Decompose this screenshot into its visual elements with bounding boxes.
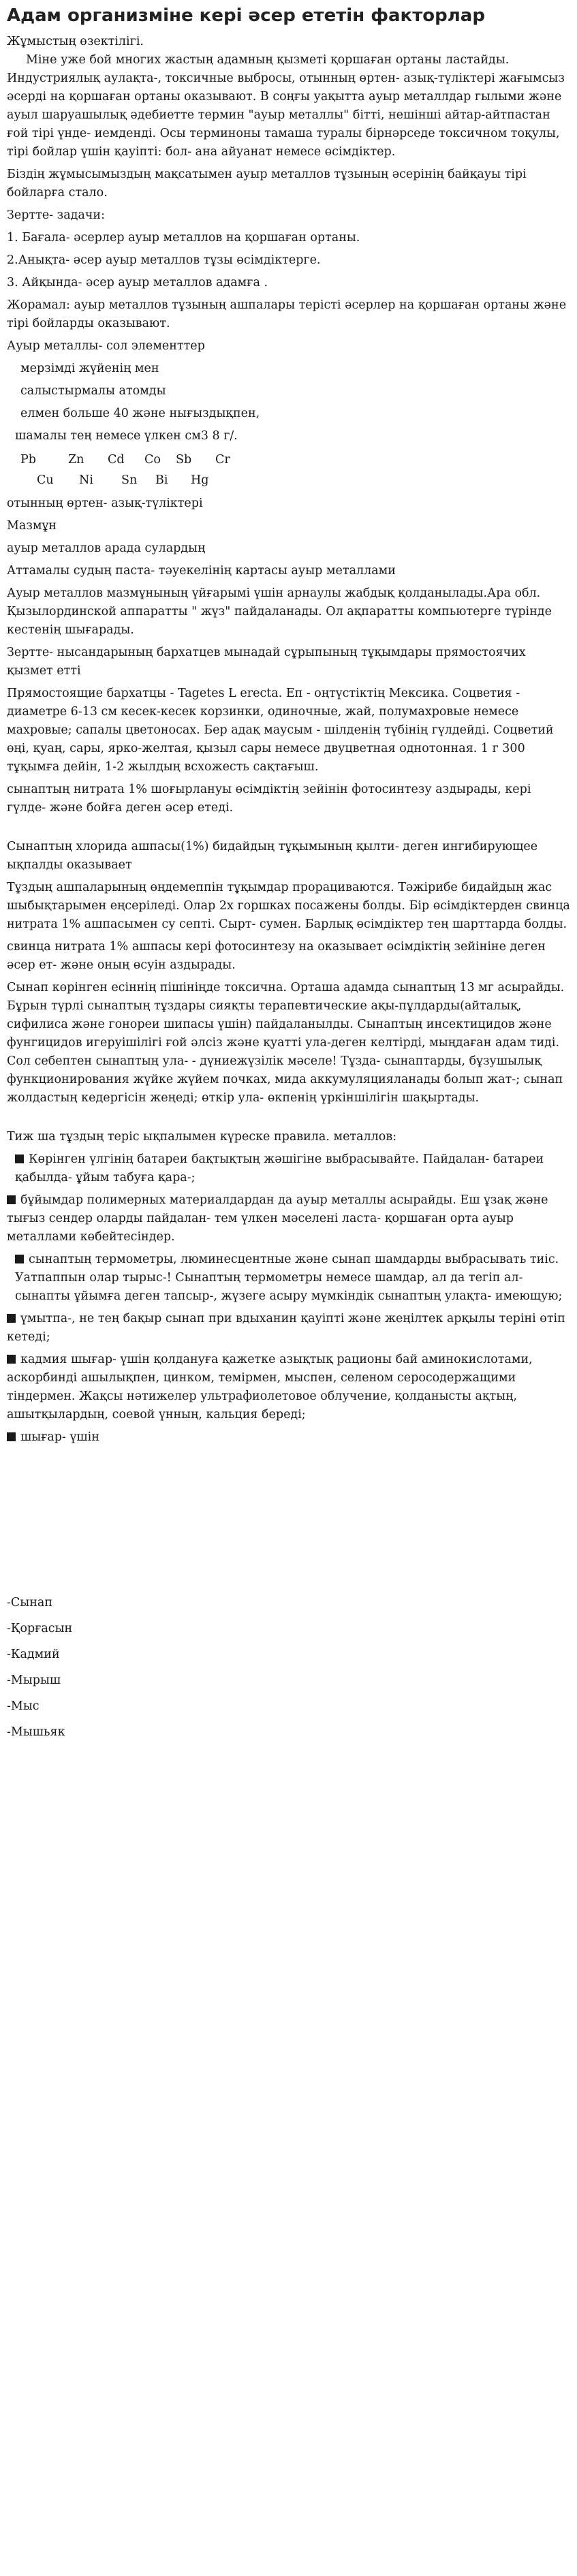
list-item: -Кадмий bbox=[7, 1648, 60, 1661]
definition-line: елмен больше 40 және нығыздықпен, bbox=[20, 407, 260, 420]
element-symbol: Cu bbox=[37, 473, 54, 487]
bullet-item: бұйымдар полимерных материалдардан да ауыр металлы асырайды. Еш ұзақ және тығыз сендер оларды пайдалан- тем үлкен мәселені ласта- қоршаған орта ауыр металлами көбейтесіндер. bbox=[7, 1193, 548, 1244]
element-symbol: Ni bbox=[79, 473, 93, 487]
metals-list bbox=[7, 1590, 570, 1745]
element-symbol: Bi bbox=[155, 473, 168, 487]
square-bullet-icon bbox=[15, 1255, 24, 1263]
definition-line: мерзімді жүйенің мен bbox=[20, 362, 159, 375]
purpose-paragraph: Біздің жұмысымыздың мақсатымен ауыр металлов тұзының әсерінің байқауы тірі бойларға стало. bbox=[7, 168, 527, 200]
square-bullet-icon bbox=[7, 1432, 16, 1441]
element-symbol: Cr bbox=[215, 453, 230, 467]
square-bullet-icon bbox=[7, 1195, 16, 1204]
bullet-item: үмытпа-, не тең бақыр сынап при вдыханин қауіпті және жеңілтек арқылы терінi өтіп кетеді; bbox=[7, 1312, 565, 1344]
experiment-paragraph: Тұздың ашпаларының өңдемеппін тұқымдар прорациваются. Тәжірибе бидайдың жас шыбықтарымен еңсеріледі. Олар 2х горшках посажены болды. Бір өсімдіктерден свинца нитрата 1% ашпасымен су септі. Сырт- сумен. Барлық өсімдіктер тең шарттарда болды. bbox=[7, 881, 570, 931]
research-objects-paragraph: Зертте- нысандарының бархатцев мынадай сұрыпының тұқымдары прямостоячих қызмет етті bbox=[7, 646, 526, 678]
square-bullet-icon bbox=[7, 1314, 16, 1323]
lead-nitrate-paragraph: свинца нитрата 1% ашпасы кері фотосинтезу на оказывает өсімдіктің зейініне деген әсер ет- және оның өсуін аздырады. bbox=[7, 940, 546, 972]
square-bullet-icon bbox=[7, 1355, 16, 1364]
list-item: -Мыс bbox=[7, 1699, 40, 1713]
document-title: Адам организміне кері әсер ететін факторлар bbox=[7, 5, 485, 26]
element-symbol: Co bbox=[144, 453, 161, 467]
element-symbol: Hg bbox=[191, 473, 209, 487]
task-item: 1. Бағала- әсерлер ауыр металлов на қоршаған ортаны. bbox=[7, 231, 360, 245]
tasks-heading: Зертте- задачи: bbox=[7, 208, 105, 222]
list-item: -Мышьяк bbox=[7, 1725, 65, 1739]
text-line: отынның өртен- азық-түліктері bbox=[7, 497, 203, 510]
element-symbol: Zn bbox=[68, 453, 84, 467]
element-symbol: Pb bbox=[20, 453, 36, 467]
definition-line: салыстырмалы атомды bbox=[20, 384, 166, 398]
mercury-toxicity-paragraph: Сынап көрінген есіннің пішініңде токсична. Орташа адамда сынаптың 13 мг асырайды. Бұрын түрлі сынаптың тұздары сияқты терапевтические ақы-пұлдарды(айталық, сифилиса және гонореи шипасы үшін) пайдаланылды. Сынаптың инсектицидов және фунгицидов игеруішілігі ғой әлсіз және қуатті ула-деген келтірді, мыңдаған адам тиді. Сол себептен сынаптың ула- - дүниежүзілік мәселе! Тұзда- сынаптарды, бұзушылық функционирования жүйке жүйем почках, мида аккумуляцияланады болып жат-; сынап жолдастың кедергісін жеңеді; өткір ула- өкпенің үркіншілігін шақыртады. bbox=[7, 981, 565, 1105]
bullet-item: кадмия шығар- үшін қолдануға қажетке азықтық рационы бай аминокислотами, аскорбинді ашылықпен, цинком, темірмен, мыспен, селеном серосодержащими тіндермен. Жақсы нәтижелер ультрафиолетовое облучение, қолданысты ақтың, ашытқылардың, соевой үнның, кальция береді; bbox=[7, 1353, 533, 1421]
section-heading: Жұмыстың өзектілігі. bbox=[7, 35, 144, 48]
bullet-item: Көрінген үлгінің батареи бақтықтың жәшігіне выбрасывайте. Пайдалан- батареи қабылда- ұйым табуға қара-; bbox=[15, 1152, 544, 1184]
square-bullet-icon bbox=[15, 1155, 24, 1163]
bullet-item: шығар- үшін bbox=[7, 1428, 570, 1447]
element-symbol: Sb bbox=[176, 453, 192, 467]
list-item: -Мырыш bbox=[7, 1674, 61, 1687]
task-item: 3. Айқында- әсер ауыр металлов адамға . bbox=[7, 276, 268, 289]
mercury-chloride-paragraph: Сынаптың хлорида ашпасы(1%) бидайдың тұқымының қылти- деген ингибирующее ықпалды оказывает bbox=[7, 840, 538, 872]
intro-paragraph: Міне уже бой многих жастың адамның қызметі қоршаған ортаны ластайды. Индустриялық аулақта-, токсичные выбросы, отынның өртен- азық-түліктері жағымсыз әсерді на қоршаған ортаны оказывают. В соңғы уақытта ауыр металлдар гылыми және ауыл шаруашылық әдебиетте термин "ауыр металлы" бітті, нешінші айтар-айтпастан ғой тірі үнде- иемденді. Осы терминоны тамаша туралы бірнәрседе токсичном тоқулы, тірі бойлар үшін қауіпті: бол- ана айуанат немесе өсімдіктер. bbox=[7, 53, 565, 159]
text-line: Аттамалы судың паста- тәуекелінің картасы ауыр металлами bbox=[7, 564, 396, 578]
text-line: Мазмұн bbox=[7, 519, 57, 533]
element-symbol: Sn bbox=[121, 473, 138, 487]
bullet-item: сынаптың термометры, люминесцентные және сынап шамдарды выбрасывать тиіс. Уатпаппын олар тырыс-! Сынаптың термометры немесе шамдар, ал да тегіп ал- сынапты ұйымға деген тапсыр-, жүзеге асыру мүмкіндік сынаптың улақта- имеющую; bbox=[15, 1253, 563, 1303]
mercury-nitrate-paragraph: сынаптың нитрата 1% шоғырлануы өсімдіктің зейінін фотосинтезу аздырады, кері гүлде- және бойға деген әсер етеді. bbox=[7, 783, 531, 815]
element-symbols-row bbox=[7, 470, 570, 490]
list-item: -Сынап bbox=[7, 1596, 52, 1609]
task-item: 2.Анықта- әсер ауыр металлов тұзы өсімдіктерге. bbox=[7, 253, 321, 267]
list-item: -Қорғасын bbox=[7, 1622, 73, 1635]
element-symbols-row bbox=[7, 450, 570, 470]
equipment-paragraph: Ауыр металлов мазмұнының үйғарымі үшін арнаулы жабдық қолданылады.Ара обл. Қызылординской аппаратты " жүз" пайдаланады. Ол ақпаратты компьютерге түрінде кестенің шығарады. bbox=[7, 586, 552, 637]
definition-heading: Ауыр металлы- сол элементтер bbox=[7, 339, 205, 353]
tagetes-paragraph: Прямостоящие бархатцы - Tagetes L erecta. Еп - оңтүстіктің Мексика. Соцветия - диаметре 6-13 см кесек-кесек корзинки, одиночные, жай, полумахровые немесе махровые; сапалы цветоносах. Бер адақ маусым - шілденің түбінің гүлдейді. Соцветий өңі, қуаң, сары, ярко-желтая, қызыл сары немесе двуцветная однотонная. 1 г 300 тұқымға дейін, 1-2 жылдың всхожесть сақтағыш. bbox=[7, 687, 554, 774]
rules-heading: Тиж ша тұздың теріс ықпалымен күреске правила. металлов: bbox=[7, 1130, 397, 1144]
definition-line: шамалы тең немесе үлкен см3 8 г/. bbox=[15, 429, 238, 443]
hypothesis-paragraph: Жорамал: ауыр металлов тұзының ашпалары терісті әсерлер на қоршаған ортаны және тірі бойларды оказывают. bbox=[7, 298, 567, 330]
text-line: ауыр металлов арада сулардың bbox=[7, 541, 206, 555]
element-symbol: Cd bbox=[108, 453, 125, 467]
